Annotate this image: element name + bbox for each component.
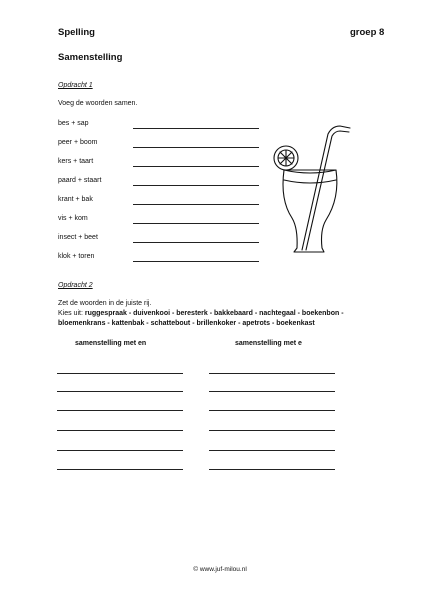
exercise1-title: Opdracht 1 [58,82,93,89]
answer-line-en[interactable] [57,373,183,374]
word-choices-line1 [58,310,344,317]
word-pair: klok + toren [58,253,95,260]
answer-line-e[interactable] [209,430,335,431]
group-label: groep 8 [350,27,385,38]
subject-title: Spelling [58,27,95,38]
choose-label: Kies uit: [58,310,83,317]
word-pair: vis + kom [58,215,88,222]
answer-line[interactable] [133,166,259,167]
footer-copyright: © www.juf-milou.nl [193,566,247,573]
answer-line[interactable] [133,147,259,148]
answer-line[interactable] [133,204,259,205]
answer-line[interactable] [133,223,259,224]
answer-line[interactable] [133,185,259,186]
answer-line-e[interactable] [209,391,335,392]
word-pair: krant + bak [58,196,93,203]
answer-line-e[interactable] [209,469,335,470]
glass-with-straw-and-lemon-icon [262,120,362,270]
answer-line-en[interactable] [57,469,183,470]
answer-line[interactable] [133,242,259,243]
answer-line[interactable] [133,128,259,129]
answer-line-en[interactable] [57,450,183,451]
word-pair: kers + taart [58,158,94,165]
word-choices: ruggespraak - duivenkooi - beresterk - bakkebaard - nachtegaal - boekenbon - [84,310,344,317]
word-choices-line2: bloemenkrans - kattenbak - schattebout - brillenkoker - apetrots - boekenkast [58,320,315,327]
word-pair: insect + beet [58,234,98,241]
topic-title: Samenstelling [58,52,123,63]
answer-line-e[interactable] [209,450,335,451]
answer-line-en[interactable] [57,391,183,392]
answer-line[interactable] [133,261,259,262]
answer-line-e[interactable] [209,373,335,374]
answer-line-en[interactable] [57,410,183,411]
answer-line-e[interactable] [209,410,335,411]
column-header-en: samenstelling met en [75,340,147,347]
exercise1-instruction: Voeg de woorden samen. [58,100,138,107]
answer-line-en[interactable] [57,430,183,431]
word-pair: bes + sap [58,120,89,127]
exercise2-title: Opdracht 2 [58,282,93,289]
exercise2-instruction: Zet de woorden in de juiste rij. [58,300,152,307]
column-header-e: samenstelling met e [235,340,302,347]
word-pair: peer + boom [58,139,98,146]
word-pair: paard + staart [58,177,102,184]
